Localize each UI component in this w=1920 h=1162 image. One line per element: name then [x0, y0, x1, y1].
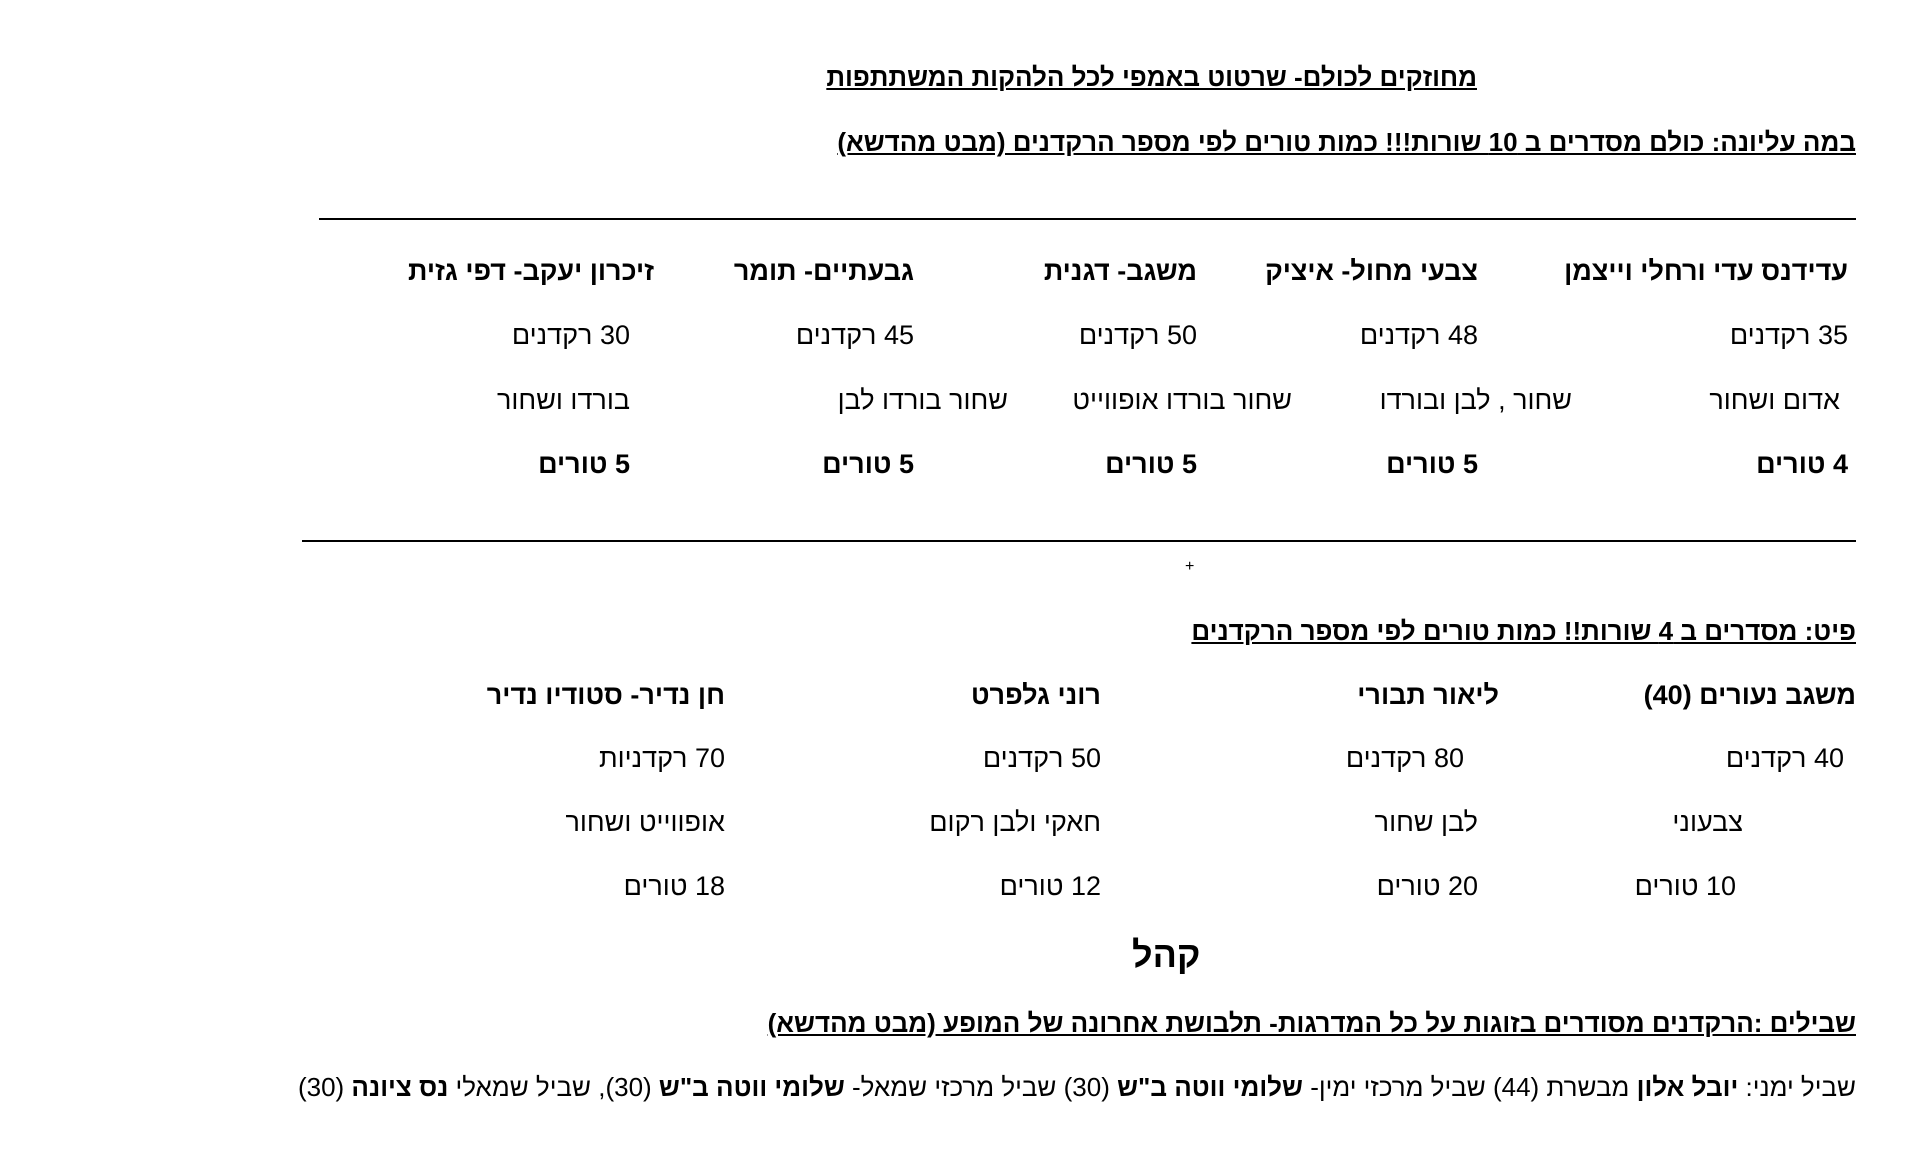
group-columns: 5 טורים: [1386, 449, 1478, 479]
section2-title: פיט: מסדרים ב 4 שורות!! כמות טורים לפי מספר הרקדנים: [1191, 616, 1856, 646]
paths-text: (30), שביל שמאלי: [448, 1072, 659, 1102]
group-columns: 10 טורים: [1634, 871, 1736, 901]
group-columns: 5 טורים: [1105, 449, 1197, 479]
paths-text: מבשרת (44) שביל מרכזי ימין-: [1302, 1072, 1637, 1102]
group-columns: 12 טורים: [999, 871, 1101, 901]
group-name: משגב נעורים (40): [1643, 680, 1856, 710]
group-colors: שחור בורדו לבן: [837, 385, 1008, 415]
divider-top: [319, 218, 1856, 220]
group-colors: צבעוני: [1672, 807, 1743, 837]
group-dancers: 50 רקדנים: [982, 743, 1101, 773]
group-name: זיכרון יעקב- דפי גזית: [408, 256, 654, 286]
paths-bold: שלומי ווטה ב"ש: [658, 1072, 845, 1102]
group-name: משגב- דגנית: [1043, 256, 1197, 286]
paths-bold: שלומי ווטה ב"ש: [1117, 1072, 1303, 1102]
group-colors: לבן שחור: [1374, 807, 1478, 837]
group-name: חן נדיר- סטודיו נדיר: [486, 680, 725, 710]
group-dancers: 40 רקדנים: [1725, 743, 1844, 773]
divider-bottom: [302, 540, 1856, 542]
group-dancers: 48 רקדנים: [1359, 320, 1478, 350]
group-name: גבעתיים- תומר: [733, 256, 914, 286]
group-name: עדידנס עדי ורחלי וייצמן: [1564, 256, 1848, 286]
group-colors: אדום ושחור: [1709, 385, 1840, 415]
group-columns: 20 טורים: [1376, 871, 1478, 901]
group-colors: שחור , לבן ובורדו: [1379, 385, 1572, 415]
group-name: צבעי מחול- איציק: [1265, 256, 1478, 286]
section3-title: שבילים :הרקדנים מסודרים בזוגות על כל המדרגות- תלבושת אחרונה של המופע (מבט מהדשא): [767, 1008, 1856, 1038]
audience-label: קהל: [1132, 934, 1201, 975]
group-colors: בורדו ושחור: [497, 385, 630, 415]
section1-title: במה עליונה: כולם מסדרים ב 10 שורות!!! כמות טורים לפי מספר הרקדנים (מבט מהדשא): [837, 127, 1856, 157]
group-dancers: 30 רקדנים: [511, 320, 630, 350]
group-columns: 5 טורים: [822, 449, 914, 479]
group-dancers: 50 רקדנים: [1078, 320, 1197, 350]
paths-text: שביל ימני:: [1738, 1072, 1856, 1102]
group-columns: 4 טורים: [1756, 449, 1848, 479]
group-dancers: 70 רקדניות: [598, 743, 725, 773]
group-name: רוני גלפרט: [970, 680, 1101, 710]
paths-bold: יובל אלון: [1636, 1072, 1739, 1102]
paths-text: (30): [297, 1072, 352, 1102]
group-dancers: 45 רקדנים: [795, 320, 914, 350]
group-columns: 5 טורים: [538, 449, 630, 479]
paths-line: [298, 1072, 1856, 1103]
document-heading: מחוזקים לכולם- שרטוט באמפי לכל הלהקות המשתתפות: [826, 62, 1477, 92]
paths-text: (30) שביל מרכזי שמאל-: [844, 1072, 1118, 1102]
group-colors: חאקי ולבן רקום: [929, 807, 1101, 837]
group-name: ליאור תבורי: [1357, 680, 1499, 710]
plus-marker: +: [1185, 558, 1195, 575]
group-colors: שחור בורדו אופווייט: [1072, 385, 1292, 415]
group-columns: 18 טורים: [623, 871, 725, 901]
group-dancers: 80 רקדנים: [1345, 743, 1464, 773]
group-colors: אופווייט ושחור: [565, 807, 725, 837]
paths-bold: נס ציונה: [351, 1072, 449, 1102]
group-dancers: 35 רקדנים: [1729, 320, 1848, 350]
